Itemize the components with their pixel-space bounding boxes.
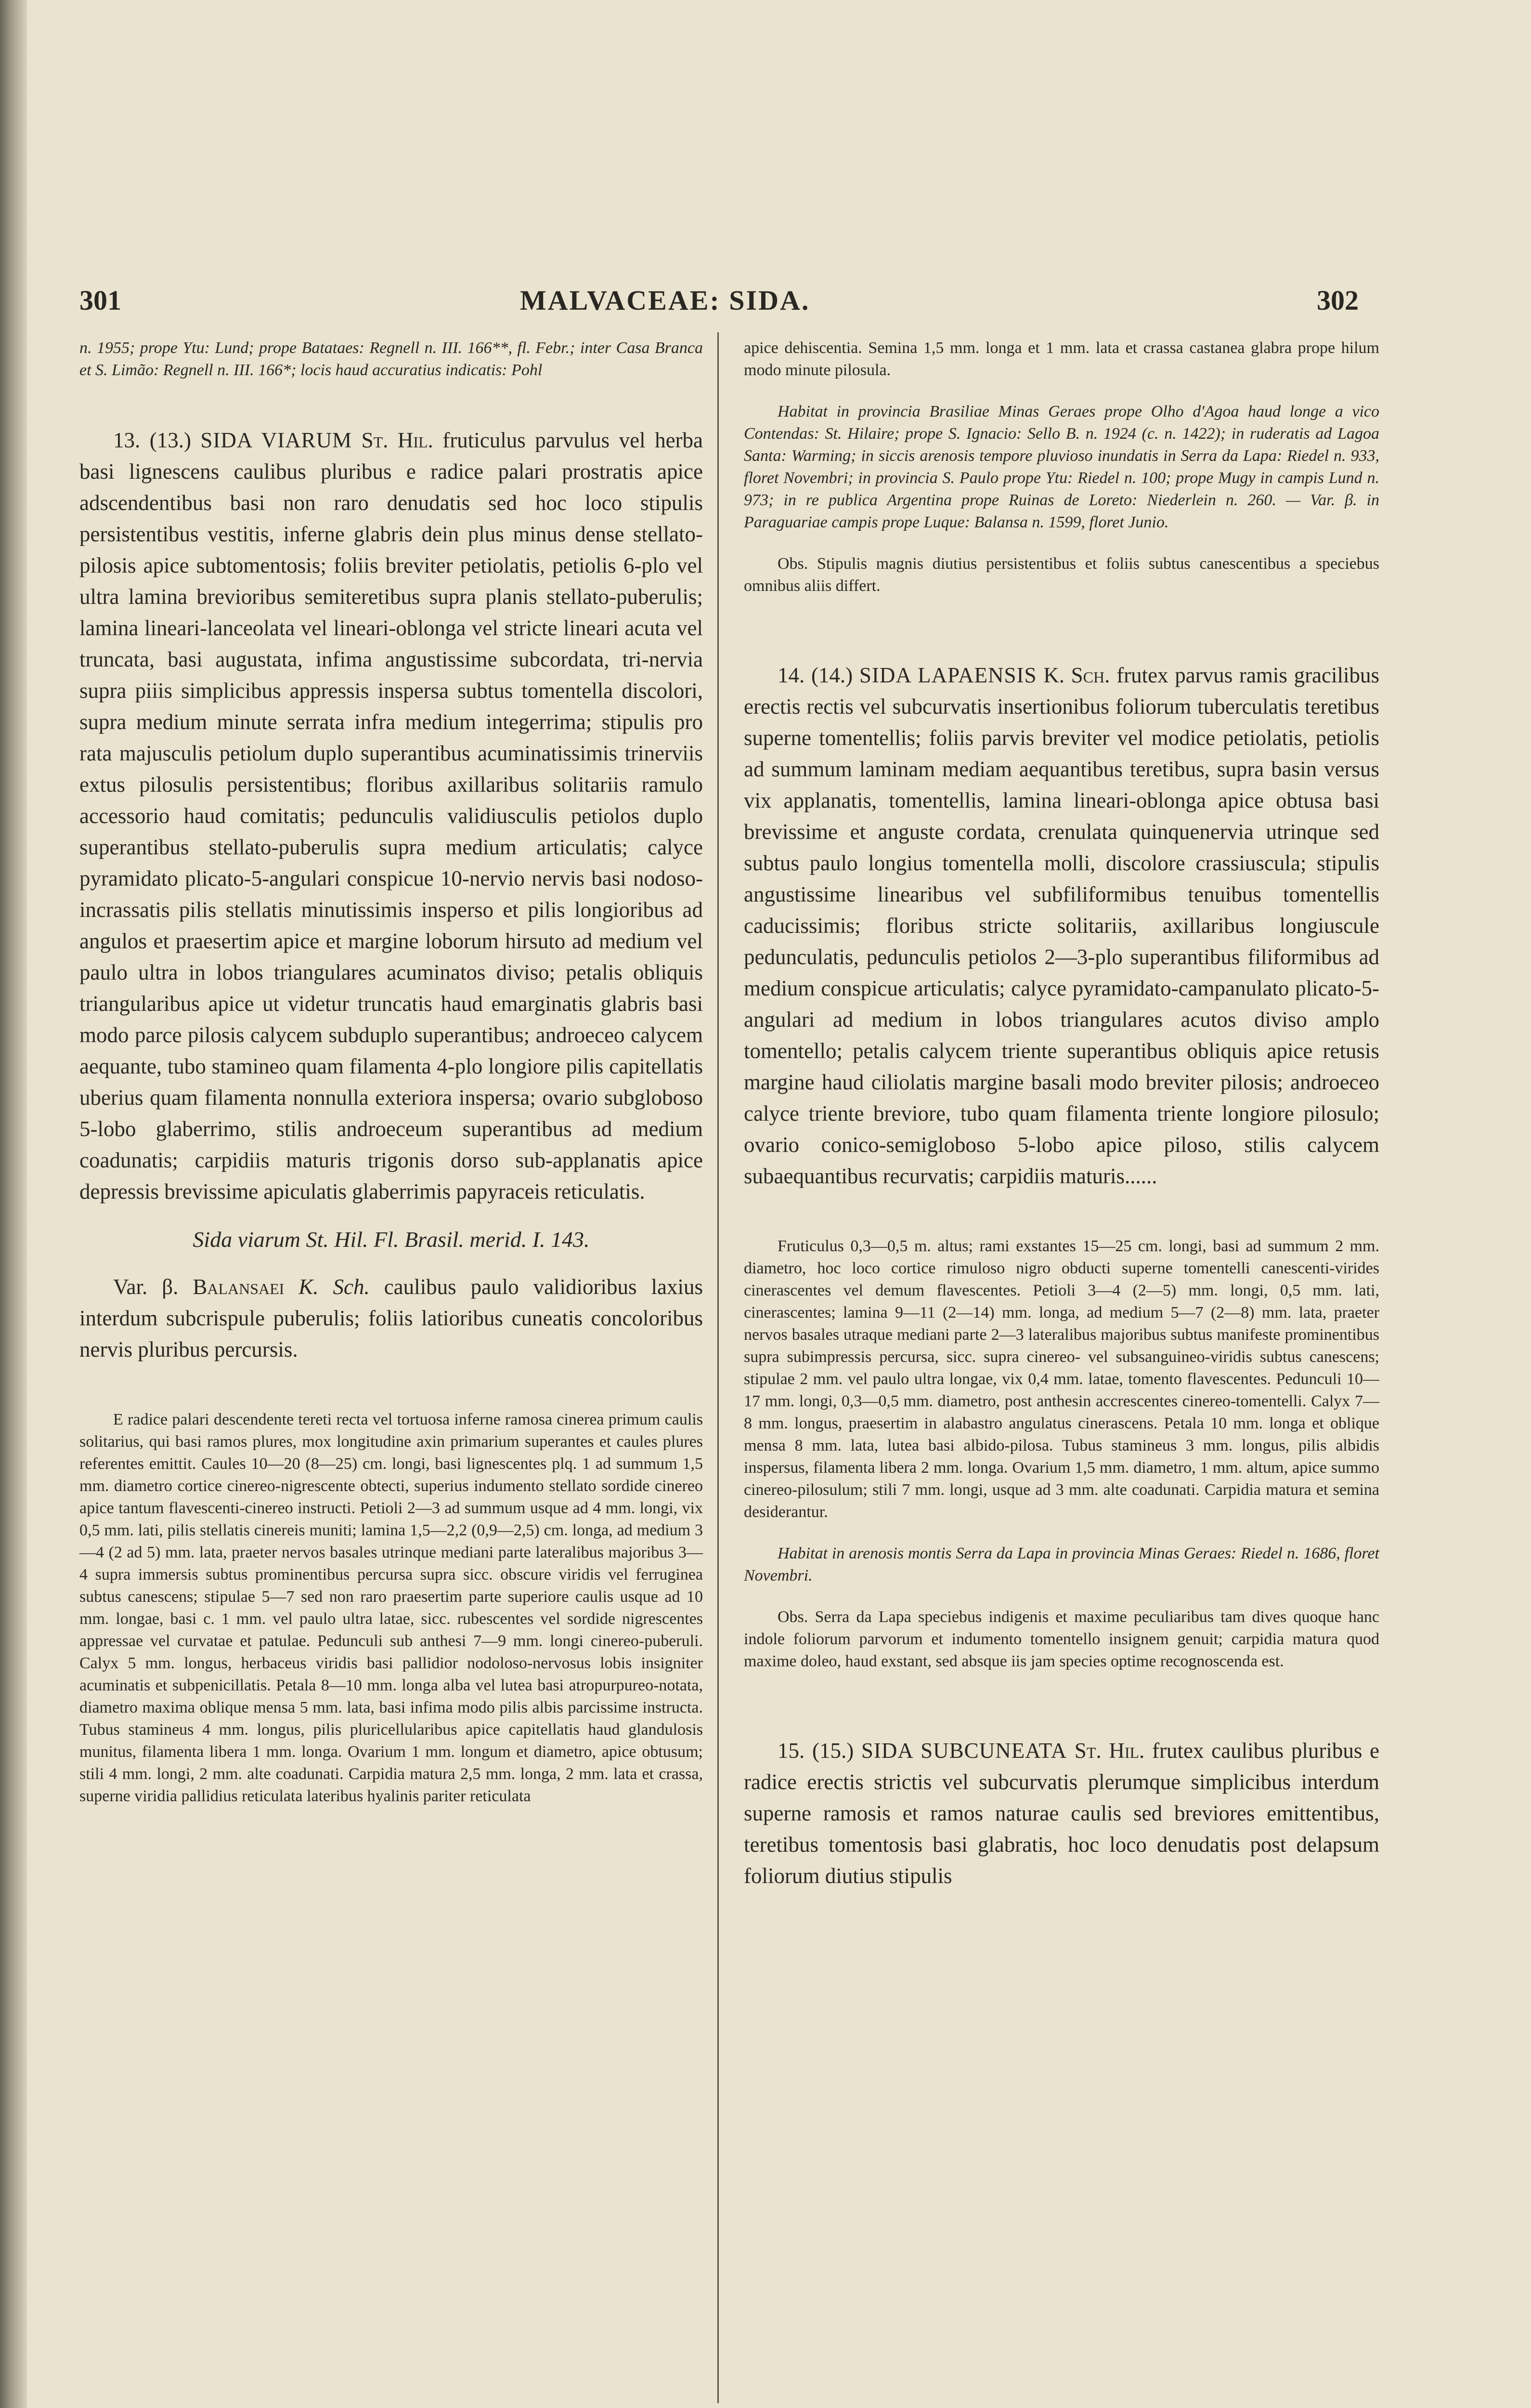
species-14-author: K. Sch.: [1043, 663, 1110, 687]
species-13-description: E radice palari descendente tereti recta vel tortuosa inferne ramosa cinerea primum caulis solitarius, qui basi ramos plures, mox longitudine axin primarium superantes et caules plures referentes emittit. Caules 10—20 (8—25) cm. longi, basi lignescentes plq. 1 ad summum 1,5 mm. diametro cortice cinereo-nigrescente obtecti, superius indumento stellato sordide cinereo apice tantum flavescenti-cinereo instructi. Petioli 2—3 ad summum usque ad 4 mm. longi, vix 0,5 mm. lati, pilis stellatis cinereis muniti; lamina 1,5—2,2 (0,9—2,5) cm. longa, ad medium 3—4 (2 ad 5) mm. lata, praeter nervos basales utrinque mediani parte lateralibus majoribus 3—4 supra immersis subtus prominentibus percursa supra sicc. obscure viridis vel ferruginea subtus canescens; stipulae 5—7 sed non raro praesertim parte superiore caulis usque ad 10 mm. longae, basi c. 1 mm. vel paulo ultra latae, sicc. rubescentes vel sordide nigrescentes appressae vel curvatae et patulae. Pedunculi sub anthesi 7—9 mm. longi cinereo-puberuli. Calyx 5 mm. longus, herbaceus viridis basi pallidior nodoloso-nervosus lobis insigniter acuminatis et subpenicillatis. Petala 8—10 mm. longa alba vel lutea basi atropurpureo-notata, diametro maxima oblique mensa 5 mm. lata, basi infima modo pilis albis parcissime instructa. Tubus stamineus 4 mm. longus, pilis pluricellularibus apice capitellatis haud glandulosis munitus, filamenta libera 1 mm. longa. Ovarium 1 mm. longum et diametro, apice obtusum; stili 4 mm. longi, 2 mm. alte coadunati. Carpidia matura 2,5 mm. longa, 2 mm. lata et crassa, superne viridia pallidius reticulata lateribus hyalinis pariter reticulata: [79, 1411, 703, 1805]
species-14-name: SIDA LAPAENSIS: [859, 663, 1037, 687]
species-13-observation: Obs. Stipulis magnis diutius persistentibus et foliis subtus canescentibus a speciebus omnibus aliis differt.: [744, 555, 1379, 595]
species-13-author: St. Hil.: [361, 428, 433, 452]
species-13-variety: [79, 1271, 703, 1365]
species-13-text: fruticulus parvulus vel herba basi lignescens caulibus pluribus e radice palari prostratis apice adscendentibus basi non raro denudatis sed hoc loco stipulis persistentibus vestitis, inferne glabris dein plus minus dense stellato-pilosis apice subtomentosis; foliis breviter petiolatis, petiolis 6-plo vel ultra lamina brevioribus semiteretibus supra planis stellato-puberulis; lamina lineari-lanceolata vel lineari-oblonga vel stricte lineari acuta vel truncata, basi augustata, infima angustissime subcordata, tri-nervia supra piiis simplicibus appressis inspersa subtus tomentella discolori, supra medium minute serrata infra medium integerrima; stipulis pro rata majusculis petiolum duplo superantibus acuminatissimis trinerviis extus pilosulis persistentibus; floribus axillaribus solitariis ramulo accessorio haud comitatis; pedunculis validiusculis petiolos duplo superantibus stellato-puberulis supra medium articulatis; calyce pyramidato plicato-5-angulari conspicue 10-nervio nervis basi nodoso-incrassatis pilis stellatis minutissimis insperso et pilis longioribus ad angulos et praesertim apice et margine loborum hirsuto ad medium vel paulo ultra in lobos triangulares acuminatos diviso; petalis obliquis triangularibus apice ut videtur truncatis haud emarginatis glabris basi modo parce pilosis calycem subduplo superantibus; androeceo calycem aequante, tubo stamineo quam filamenta 4-plo longiore pilis capitellatis uberius quam filamenta nonnulla exteriora inspersa; ovario subgloboso 5-lobo glaberrimo, stilis androeceum superantibus ad medium coadunatis; carpidiis maturis trigonis dorso sub-applanatis apice depressis brevissime apiculatis glaberrimis papyraceis reticulatis.: [79, 428, 703, 1204]
species-13-habitat: Habitat in provincia Brasiliae Minas Geraes prope Olho d'Agoa haud longe a vico Contendas: St. Hilaire; prope S. Ignacio: Sello B. n. 1924 (c. n. 1422); in ruderatis ad Lagoa Santa: Warming; in siccis arenosis tempore pluvioso inundatis in Serra da Lapa: Riedel n. 933, floret Novembri; in provincia S. Paulo prope Ytu: Riedel n. 100; prope Mugy in campis Lund n. 973; in re publica Argentina prope Ruinas de Loreto: Niederlein n. 260. — Var. β. in Paraguariae campis prope Luque: Balansa n. 1599, floret Junio.: [744, 403, 1379, 531]
species-14-description: Fruticulus 0,3—0,5 m. altus; rami exstantes 15—25 cm. longi, basi ad summum 2 mm. diametro, hoc loco cortice rimuloso nigro obducti superne tomentelli canescenti-virides cinerascentes vel demum flavescentes. Petioli 3—4 (2—5) mm. longi, 0,5 mm. lati, cinerascentes; lamina 9—11 (2—14) mm. longa, ad medium 5—7 (2—8) mm. lata, praeter nervos basales utraque mediani parte 2—3 lateralibus majoribus subtus manifeste prominentibus supra subimpressis percursa, sicc. supra cinereo- vel subsanguineo-viridis subtus canescens; stipulae 2 mm. vel paulo ultra longae, vix 0,4 mm. latae, tomento flavescentes. Pedunculi 10—17 mm. longi, 0,3—0,5 mm. diametro, post anthesin accrescentes cinereo-tomentelli. Calyx 7—8 mm. longus, praesertim in alabastro angulatus cinerascens. Petala 10 mm. longa et oblique mensa 8 mm. lata, lutea basi albido-pilosa. Tubus stamineus 3 mm. longus, pilis albidis inspersus, filamenta libera 2 mm. longa. Ovarium 1,5 mm. diametro, 1 mm. altum, apice summo cinereo-pilosulum; stili 7 mm. longi, usque ad 3 mm. alte coadunati. Carpidia matura et semina desiderantur.: [744, 1237, 1379, 1521]
continued-description: apice dehiscentia. Semina 1,5 mm. longa et 1 mm. lata et crassa castanea glabra prope hilum modo minute pilosula.: [744, 339, 1379, 379]
variety-name: Balansaei: [193, 1275, 285, 1299]
left-column: [79, 337, 703, 1807]
species-15-text: frutex caulibus pluribus e radice erectis strictis vel subcurvatis plerumque simplicibus interdum superne ramosis et ramos naturae caulis sed breviores emittentibus, teretibus tomentosis basi glabratis, hoc loco denudatis post delapsum foliorum diutius stipulis: [744, 1739, 1380, 1888]
species-15-name: SIDA SUBCUNEATA: [861, 1739, 1067, 1763]
species-14-number: 14. (14.): [778, 663, 853, 687]
page-number-left: 301: [79, 285, 121, 316]
page-number-right: 302: [1317, 285, 1359, 316]
variety-author: K. Sch.: [298, 1275, 370, 1299]
species-13-name: SIDA VIARUM: [200, 428, 352, 452]
variety-label: Var. β.: [113, 1275, 179, 1299]
running-head: MALVACEAE: SIDA.: [520, 285, 810, 316]
column-divider: [717, 332, 719, 2403]
species-14-diagnosis: [744, 660, 1379, 1192]
species-14-text: frutex parvus ramis gracilibus erectis rectis vel subcurvatis insertionibus foliorum tuberculatis teretibus superne tomentellis; foliis parvis breviter vel modice petiolatis, petiolis ad summum laminam mediam aequantibus teretibus, supra basin versus vix applanatis, tomentellis, lamina lineari-oblonga apice obtusa basi brevissime et anguste cordata, crenulata quinquenervia utrinque sed subtus paulo longius tomentella molli, discolore crassiuscula; stipulis angustissime linearibus vel subfiliformibus tenuibus tomentellis caducissimis; floribus stricte solitariis, axillaribus longiuscule pedunculatis, pedunculis petiolos 2—3-plo superantibus filiformibus ad medium conspicue articulatis; calyce pyramidato-campanulato plicato-5-angulari ad medium in lobos triangulares acutos diviso amplo tomentello; petalis calycem triente superantibus obliquis apice retusis margine haud ciliolatis margine basali modo breviter pilosis; androeceo calyce triente breviore, tubo quam filamenta triente longiore pilosulo; ovario conico-semigloboso 5-lobo apice piloso, stilis calycem subaequantibus recurvatis; carpidiis maturis......: [744, 663, 1380, 1188]
right-column: [744, 337, 1379, 1892]
species-13-diagnosis: [79, 425, 703, 1207]
species-14-habitat: Habitat in arenosis montis Serra da Lapa in provincia Minas Geraes: Riedel n. 1686, floret Novembri.: [744, 1544, 1379, 1584]
species-15-diagnosis: [744, 1735, 1379, 1892]
variety-text: caulibus paulo validioribus laxius interdum subcrispule puberulis; foliis latioribus cuneatis concoloribus nervis pluribus percursis.: [79, 1275, 703, 1361]
species-13-number: 13. (13.): [113, 428, 191, 452]
species-14-observation: Obs. Serra da Lapa speciebus indigenis et maxime peculiaribus tam dives quoque hanc indole foliorum parvorum et indumento tomentello insignem genuit; carpidia matura quod maxime doleo, haud exstant, sed absque iis jam species optime recognoscenda est.: [744, 1608, 1379, 1670]
locality-note: n. 1955; prope Ytu: Lund; prope Batataes: Regnell n. III. 166**, fl. Febr.; inter Casa Branca et S. Limão: Regnell n. III. 166*; locis haud accuratius indicatis: Pohl: [79, 339, 703, 379]
species-15-number: 15. (15.): [778, 1739, 854, 1763]
species-15-author: St. Hil.: [1074, 1739, 1145, 1763]
species-13-reference: Sida viarum St. Hil. Fl. Brasil. merid. I. 143.: [193, 1227, 590, 1252]
